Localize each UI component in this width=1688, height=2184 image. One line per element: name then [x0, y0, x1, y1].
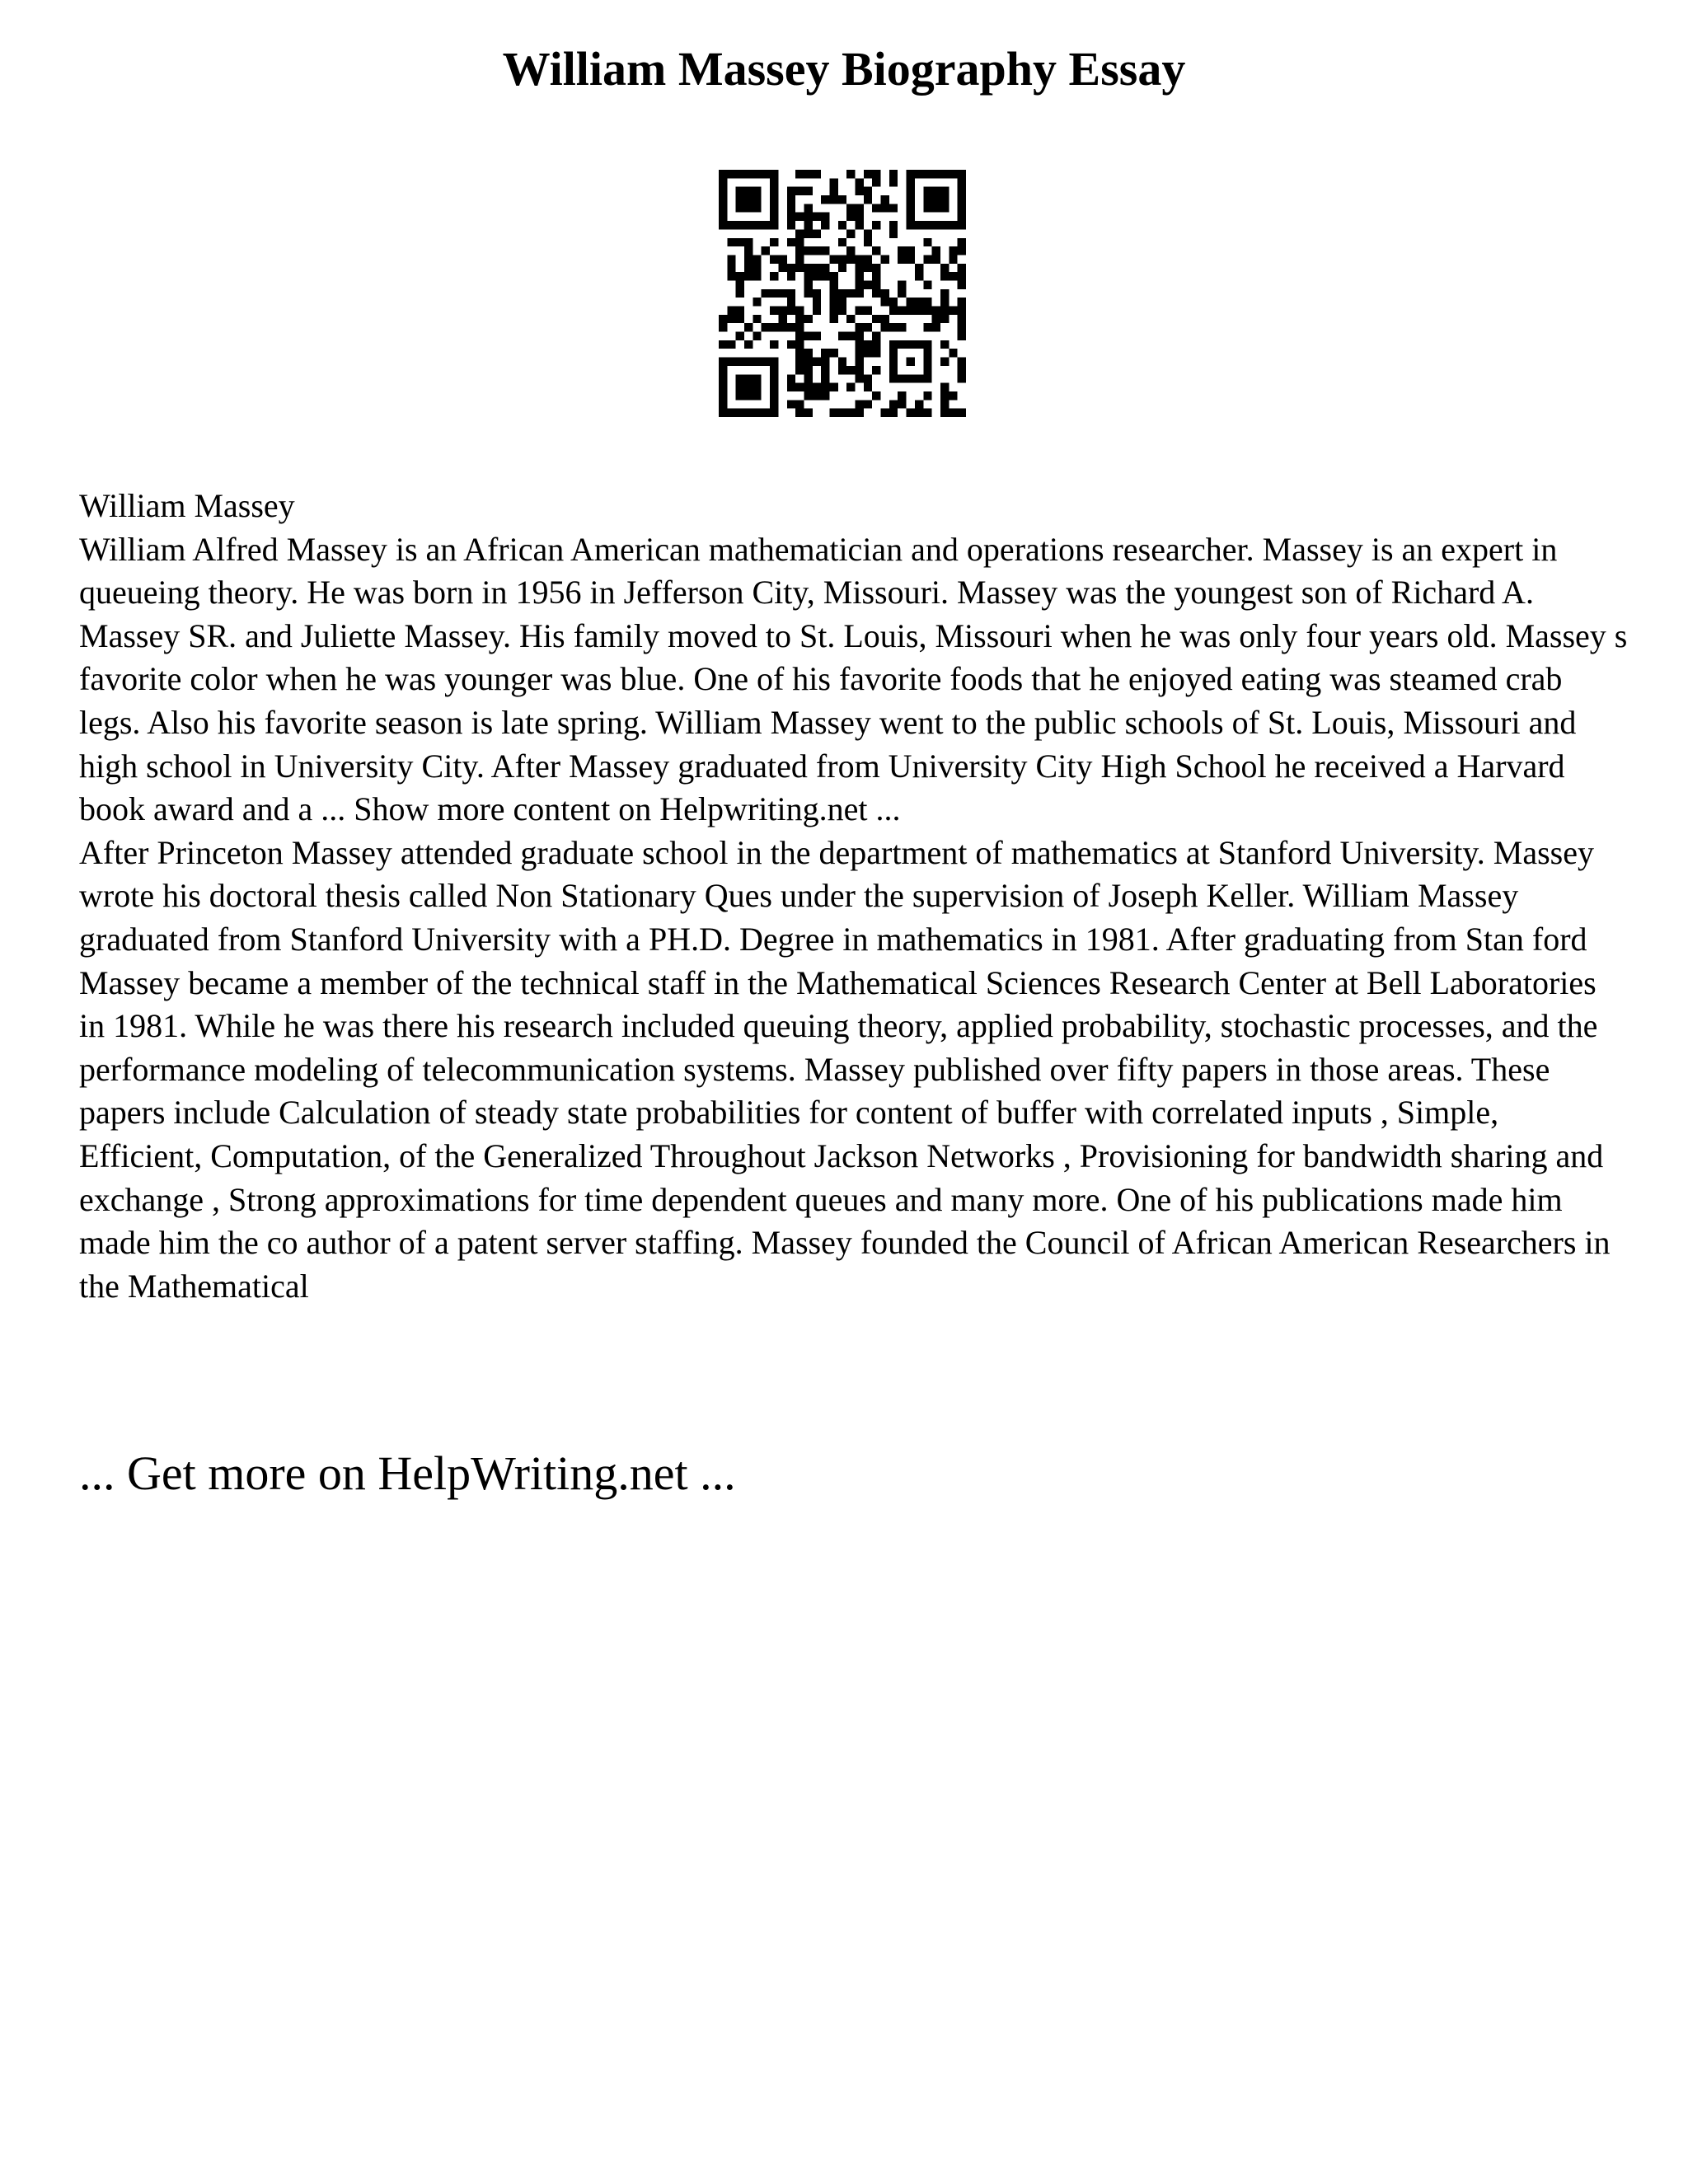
essay-body — [79, 485, 1629, 1308]
essay-paragraph-2: After Princeton Massey attended graduate school in the department of mathematics at Stanford University. Massey wrote his doctoral thesis called Non Stationary Ques under the supervision of Joseph Keller. William Massey graduated from Stanford University with a PH.D. Degree in mathematics in 1981. After graduating from Stan ford Massey became a member of the technical staff in the Mathematical Sciences Research Center at Bell Laboratories in 1981. While he was there his research included queuing theory, applied probability, stochastic processes, and the performance modeling of telecommunication systems. Massey published over fifty papers in those areas. These papers include Calculation of steady state probabilities for content of buffer with correlated inputs , Simple, Efficient, Computation, of the Generalized Throughout Jackson Networks , Provisioning for bandwidth sharing and exchange , Strong approximations for time dependent queues and many more. One of his publications made him made him the co author of a patent server staffing. Massey founded the Council of African American Researchers in the Mathematical — [79, 833, 1611, 1305]
helpwriting-link[interactable]: ... Get more on HelpWriting.net ... — [79, 1446, 736, 1500]
qr-code-icon — [719, 170, 966, 417]
document-title: William Massey Biography Essay — [502, 42, 1186, 96]
essay-heading: William Massey — [79, 487, 295, 524]
essay-paragraph-1: William Alfred Massey is an African American mathematician and operations researcher. Massey is an expert in queueing theory. He was born in 1956 in Jefferson City, Missouri. Massey was the youngest son of Richard A. Massey SR. and Juliette Massey. His family moved to St. Louis, Missouri when he was only four years old. Massey s favorite color when he was younger was blue. One of his favorite foods that he enjoyed eating was steamed crab legs. Also his favorite season is late spring. William Massey went to the public schools of St. Louis, Missouri and high school in University City. After Massey graduated from University City High School he received a Harvard book award and a ... Show more content on Helpwriting.net ... — [79, 530, 1628, 828]
